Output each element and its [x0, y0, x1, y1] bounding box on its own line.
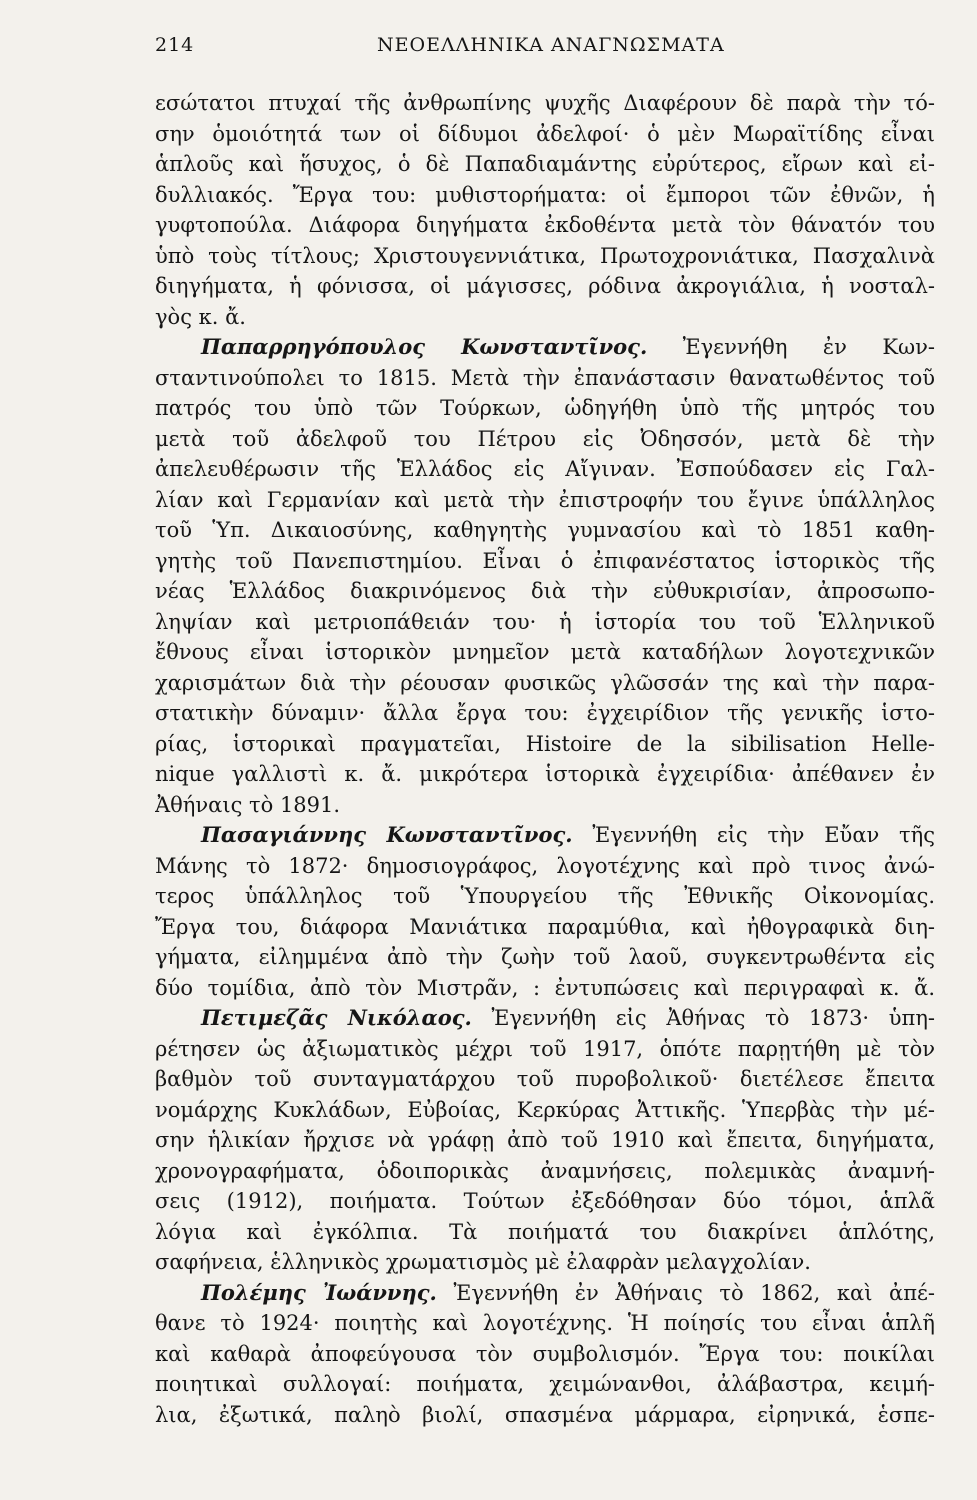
text-line [155, 637, 935, 668]
text-line [155, 149, 935, 180]
line-text: Μάνης τὸ 1872· δημοσιογράφος, λογοτέχνης καὶ πρὸ τινος ἀνώ- [155, 853, 935, 878]
line-text: δυλλιακός. Ἔργα του: μυθιστορήματα: οἱ ἔμποροι τῶν ἐθνῶν, ἡ [155, 182, 935, 207]
text-line [155, 88, 935, 119]
line-text: nique γαλλιστὶ κ. ἄ. μικρότερα ἱστορικὰ ἐγχειρίδια· ἀπέθανεν ἐν [155, 762, 935, 786]
line-text: ἁπλοῦς καὶ ἥσυχος, ὁ δὲ Παπαδιαμάντης εὐρύτερος, εἴρων καὶ εἰ- [155, 152, 935, 176]
text-line [155, 1095, 935, 1126]
line-text: ἀπελευθέρωσιν τῆς Ἑλλάδος εἰς Αἴγιναν. Ἐσπούδασεν εἰς Γαλ- [155, 457, 935, 481]
author-name: Πασαγιάννης Κωνσταντῖνος. [201, 822, 573, 847]
page-number: 214 [155, 34, 195, 56]
line-text: χαρισμάτων διὰ τὴν ρέουσαν φυσικῶς γλῶσσάν της καὶ τὴν παρα- [155, 670, 935, 695]
body-text [155, 88, 935, 1430]
line-text: λίαν καὶ Γερμανίαν καὶ μετὰ τὴν ἐπιστροφήν του ἔγινε ὑπάλληλος [155, 487, 935, 512]
text-line [155, 851, 935, 882]
line-text: σεις (1912), ποιήματα. Τούτων ἐξεδόθησαν δύο τόμοι, ἁπλᾶ [155, 1189, 935, 1213]
line-text: εσώτατοι πτυχαί τῆς ἀνθρωπίνης ψυχῆς Διαφέρουν δὲ παρὰ τὴν τό- [155, 91, 935, 115]
text-line [155, 1186, 935, 1217]
line-text: τοῦ Ὑπ. Δικαιοσύνης, καθηγητὴς γυμνασίου καὶ τὸ 1851 καθη- [155, 518, 935, 542]
line-text: Ἐγεννήθη ἐν Κων- [647, 335, 935, 359]
text-line [155, 973, 935, 1004]
text-line [155, 363, 935, 394]
line-text: δύο τομίδια, ἀπὸ τὸν Μιστρᾶν, : ἐντυπώσεις καὶ περιγραφαὶ κ. ἄ. [155, 975, 935, 1000]
line-text: σην ἡλικίαν ἤρχισε νὰ γράφῃ ἀπὸ τοῦ 1910 καὶ ἔπειτα, διηγήματα, [155, 1128, 935, 1152]
text-line [155, 729, 935, 760]
text-line [155, 881, 935, 912]
text-line [155, 119, 935, 150]
text-line [155, 1125, 935, 1156]
entry-heading-line [155, 820, 935, 851]
line-text: διηγήματα, ἡ φόνισσα, οἱ μάγισσες, ρόδινα ἀκρογιάλια, ἡ νοσταλ- [155, 274, 935, 298]
line-text: γητὴς τοῦ Πανεπιστημίου. Εἶναι ὁ ἐπιφανέστατος ἱστορικὸς τῆς [155, 548, 935, 573]
line-text: ληψίαν καὶ μετριοπάθειάν του· ἡ ἱστορία του τοῦ Ἑλληνικοῦ [155, 609, 935, 634]
line-text: ἔθνους εἶναι ἱστορικὸν μνημεῖον μετὰ καταδήλων λογοτεχνικῶν [155, 640, 935, 664]
line-text: ρίας, ἱστορικαὶ πραγματεῖαι, Histoire de la sibilisation Helle- [155, 731, 935, 756]
text-line [155, 576, 935, 607]
running-title: ΝΕΟΕΛΛΗΝΙΚΑ ΑΝΑΓΝΩΣΜΑΤΑ [377, 34, 725, 56]
text-line [155, 1064, 935, 1095]
text-line [155, 180, 935, 211]
line-text: Ἔργα του, διάφορα Μανιάτικα παραμύθια, καὶ ἠθογραφικὰ διη- [155, 914, 935, 939]
text-line [155, 1156, 935, 1187]
line-text: πατρός του ὑπὸ τῶν Τούρκων, ὡδηγήθη ὑπὸ τῆς μητρός του [155, 396, 935, 420]
text-line [155, 1339, 935, 1370]
line-text: καὶ καθαρὰ ἀποφεύγουσα τὸν συμβολισμόν. Ἔργα του: ποικίλαι [155, 1341, 935, 1366]
line-text: Ἀθήναις τὸ 1891. [155, 792, 341, 817]
line-text: Ἐγεννήθη ἐν Ἀθήναις τὸ 1862, καὶ ἀπέ- [436, 1280, 935, 1305]
text-line [155, 1034, 935, 1065]
line-text: λόγια καὶ ἐγκόλπια. Τὰ ποιήματά του διακρίνει ἁπλότης, [155, 1219, 935, 1244]
text-line [155, 454, 935, 485]
author-name: Πετιμεζᾶς Νικόλαος. [201, 1005, 472, 1030]
text-line [155, 515, 935, 546]
line-text: ὑπὸ τοὺς τίτλους; Χριστουγεννιάτικα, Πρωτοχρονιάτικα, Πασχαλινὰ [155, 243, 935, 268]
running-head [155, 30, 935, 74]
text-line [155, 271, 935, 302]
text-line [155, 546, 935, 577]
line-text: γὸς κ. ἄ. [155, 304, 246, 329]
line-text: μετὰ τοῦ ἀδελφοῦ του Πέτρου εἰς Ὀδησσόν, μετὰ δὲ τὴν [155, 426, 935, 451]
author-name: Παπαρρηγόπουλος Κωνσταντῖνος. [201, 334, 648, 359]
text-line [155, 1400, 935, 1431]
line-text: χρονογραφήματα, ὁδοιπορικὰς ἀναμνήσεις, πολεμικὰς ἀναμνή- [155, 1158, 935, 1183]
text-line [155, 698, 935, 729]
text-line [155, 607, 935, 638]
line-text: σταντινούπολει το 1815. Μετὰ τὴν ἐπανάστασιν θανατωθέντος τοῦ [155, 365, 935, 390]
text-line [155, 241, 935, 272]
line-text: λια, ἐξωτικά, παληὸ βιολί, σπασμένα μάρμαρα, εἰρηνικά, ἑσπε- [155, 1402, 935, 1427]
text-line [155, 912, 935, 943]
text-line [155, 759, 935, 790]
text-line [155, 668, 935, 699]
text-line [155, 942, 935, 973]
line-text: γυφτοπούλα. Διάφορα διηγήματα ἐκδοθέντα μετὰ τὸν θάνατόν του [155, 213, 935, 237]
entry-heading-line [155, 1278, 935, 1309]
line-text: Ἐγεννήθη εἰς τὴν Εὔαν τῆς [572, 823, 935, 847]
text-line [155, 485, 935, 516]
line-text: σαφήνεια, ἑλληνικὸς χρωματισμὸς μὲ ἐλαφρὰν μελαγχολίαν. [155, 1250, 811, 1274]
line-text: ρέτησεν ὡς ἀξιωματικὸς μέχρι τοῦ 1917, ὁπότε παρῃτήθη μὲ τὸν [155, 1036, 935, 1061]
text-line [155, 302, 935, 333]
line-text: θανε τὸ 1924· ποιητὴς καὶ λογοτέχνης. Ἡ ποίησίς του εἶναι ἁπλῆ [155, 1311, 935, 1335]
line-text: στατικὴν δύναμιν· ἄλλα ἔργα του: ἐγχειρίδιον τῆς γενικῆς ἱστο- [155, 701, 935, 725]
line-text: βαθμὸν τοῦ συνταγματάρχου τοῦ πυροβολικοῦ· διετέλεσε ἔπειτα [155, 1067, 935, 1091]
line-text: τερος ὑπάλληλος τοῦ Ὑπουργείου τῆς Ἐθνικῆς Οἰκονομίας. [155, 884, 935, 908]
line-text: γήματα, εἰλημμένα ἀπὸ τὴν ζωὴν τοῦ λαοῦ, συγκεντρωθέντα εἰς [155, 945, 935, 969]
line-text: νέας Ἑλλάδος διακρινόμενος διὰ τὴν εὐθυκρισίαν, ἀπροσωπο- [155, 579, 935, 603]
text-line [155, 1308, 935, 1339]
line-text: σην ὁμοιότητά των οἱ δίδυμοι ἀδελφοί· ὁ μὲν Μωραϊτίδης εἶναι [155, 121, 935, 146]
text-line [155, 1369, 935, 1400]
text-line [155, 1217, 935, 1248]
entry-heading-line [155, 1003, 935, 1034]
text-line [155, 210, 935, 241]
line-text: Ἐγεννήθη εἰς Ἀθήνας τὸ 1873· ὑπη- [471, 1006, 935, 1030]
line-text: ποιητικαὶ συλλογαί: ποιήματα, χειμώνανθοι, ἀλάβαστρα, κειμή- [155, 1372, 935, 1396]
author-name: Πολέμης Ἰωάννης. [201, 1279, 437, 1305]
line-text: νομάρχης Κυκλάδων, Εὐβοίας, Κερκύρας Ἀττικῆς. Ὑπερβὰς τὴν μέ- [155, 1097, 935, 1122]
text-line [155, 424, 935, 455]
entry-heading-line [155, 332, 935, 363]
text-line [155, 393, 935, 424]
text-line [155, 1247, 935, 1278]
text-line [155, 790, 935, 821]
